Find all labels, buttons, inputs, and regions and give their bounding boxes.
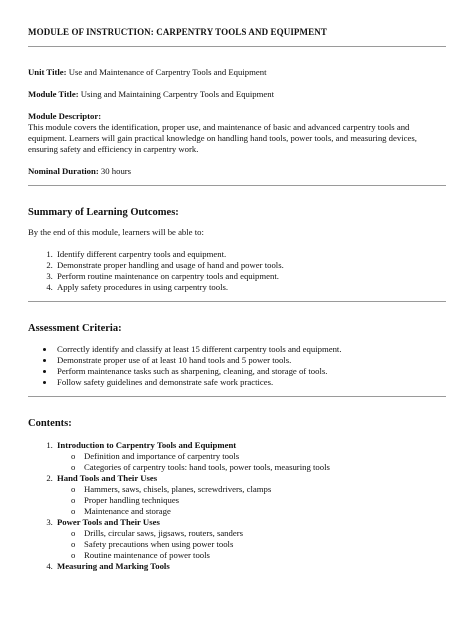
list-item: o Safety precautions when using power tools: [71, 539, 234, 549]
list-item: • Demonstrate proper use of at least 10 hand tools and 5 power tools.: [55, 355, 446, 366]
sub-bullet-icon: o: [71, 451, 76, 461]
sub-bullet-icon: o: [71, 462, 76, 472]
document-page: [28, 26, 446, 572]
module-title-label: Module Title:: [28, 89, 79, 99]
list-item: • Follow safety guidelines and demonstrate safe work practices.: [55, 377, 446, 388]
sub-bullet-icon: o: [71, 550, 76, 560]
list-item: o Proper handling techniques: [71, 495, 180, 505]
module-title-value: Using and Maintaining Carpentry Tools and Equipment: [80, 89, 275, 99]
list-item: 3. Perform routine maintenance on carpentry tools and equipment.: [55, 271, 446, 282]
outcomes-intro: By the end of this module, learners will be able to:: [28, 227, 204, 237]
contents-heading: Contents:: [28, 418, 72, 429]
contents-sublist: [57, 484, 446, 517]
list-item: 1. Identify different carpentry tools and equipment.: [55, 249, 446, 260]
contents-item-title: Measuring and Marking Tools: [57, 561, 170, 571]
list-item: o Drills, circular saws, jigsaws, routers, sanders: [71, 528, 243, 538]
module-descriptor-text: This module covers the identification, proper use, and maintenance of basic and advanced carpentry tools and equipment. Learners will gain practical knowledge on handling hand tools, power tools, and measuring devices, ensuring safety and efficiency in carpentry work.: [28, 122, 417, 154]
list-item: o Routine maintenance of power tools: [71, 550, 210, 560]
contents-item-title: Introduction to Carpentry Tools and Equipment: [57, 440, 237, 450]
contents-list: [28, 440, 446, 572]
module-descriptor: [28, 111, 446, 155]
list-item: o Categories of carpentry tools: hand tools, power tools, measuring tools: [71, 462, 330, 472]
contents-item: [55, 473, 446, 517]
list-item: • Perform maintenance tasks such as sharpening, cleaning, and storage of tools.: [55, 366, 446, 377]
nominal-duration-value: 30 hours: [100, 166, 132, 176]
contents-sublist: [57, 451, 446, 473]
unit-title-label: Unit Title:: [28, 67, 67, 77]
sub-bullet-icon: o: [71, 506, 76, 516]
list-item: o Maintenance and storage: [71, 506, 171, 516]
assessment-heading: Assessment Criteria:: [28, 323, 122, 334]
assessment-list: [28, 344, 446, 388]
unit-title-value: Use and Maintenance of Carpentry Tools and Equipment: [68, 67, 267, 77]
contents-item: [55, 440, 446, 473]
contents-sublist: [57, 528, 446, 561]
list-item: 4. Apply safety procedures in using carpentry tools.: [55, 282, 446, 293]
module-descriptor-label: Module Descriptor:: [28, 111, 102, 121]
list-item: 2. Demonstrate proper handling and usage of hand and power tools.: [55, 260, 446, 271]
nominal-duration-field: [28, 166, 446, 177]
outcomes-list: [28, 249, 446, 293]
nominal-duration-label: Nominal Duration:: [28, 166, 99, 176]
sub-bullet-icon: o: [71, 539, 76, 549]
contents-item-title: Power Tools and Their Uses: [57, 517, 160, 527]
contents-item-title: Hand Tools and Their Uses: [57, 473, 158, 483]
list-item: • Correctly identify and classify at least 15 different carpentry tools and equipment.: [55, 344, 446, 355]
outcomes-heading: Summary of Learning Outcomes:: [28, 207, 179, 218]
sub-bullet-icon: o: [71, 495, 76, 505]
module-title-field: [28, 89, 446, 100]
sub-bullet-icon: o: [71, 484, 76, 494]
document-title: MODULE OF INSTRUCTION: CARPENTRY TOOLS AND EQUIPMENT: [28, 27, 327, 37]
list-item: o Hammers, saws, chisels, planes, screwdrivers, clamps: [71, 484, 272, 494]
unit-title-field: [28, 67, 446, 78]
sub-bullet-icon: o: [71, 528, 76, 538]
contents-item: [55, 561, 446, 572]
list-item: o Definition and importance of carpentry tools: [71, 451, 240, 461]
contents-item: [55, 517, 446, 561]
